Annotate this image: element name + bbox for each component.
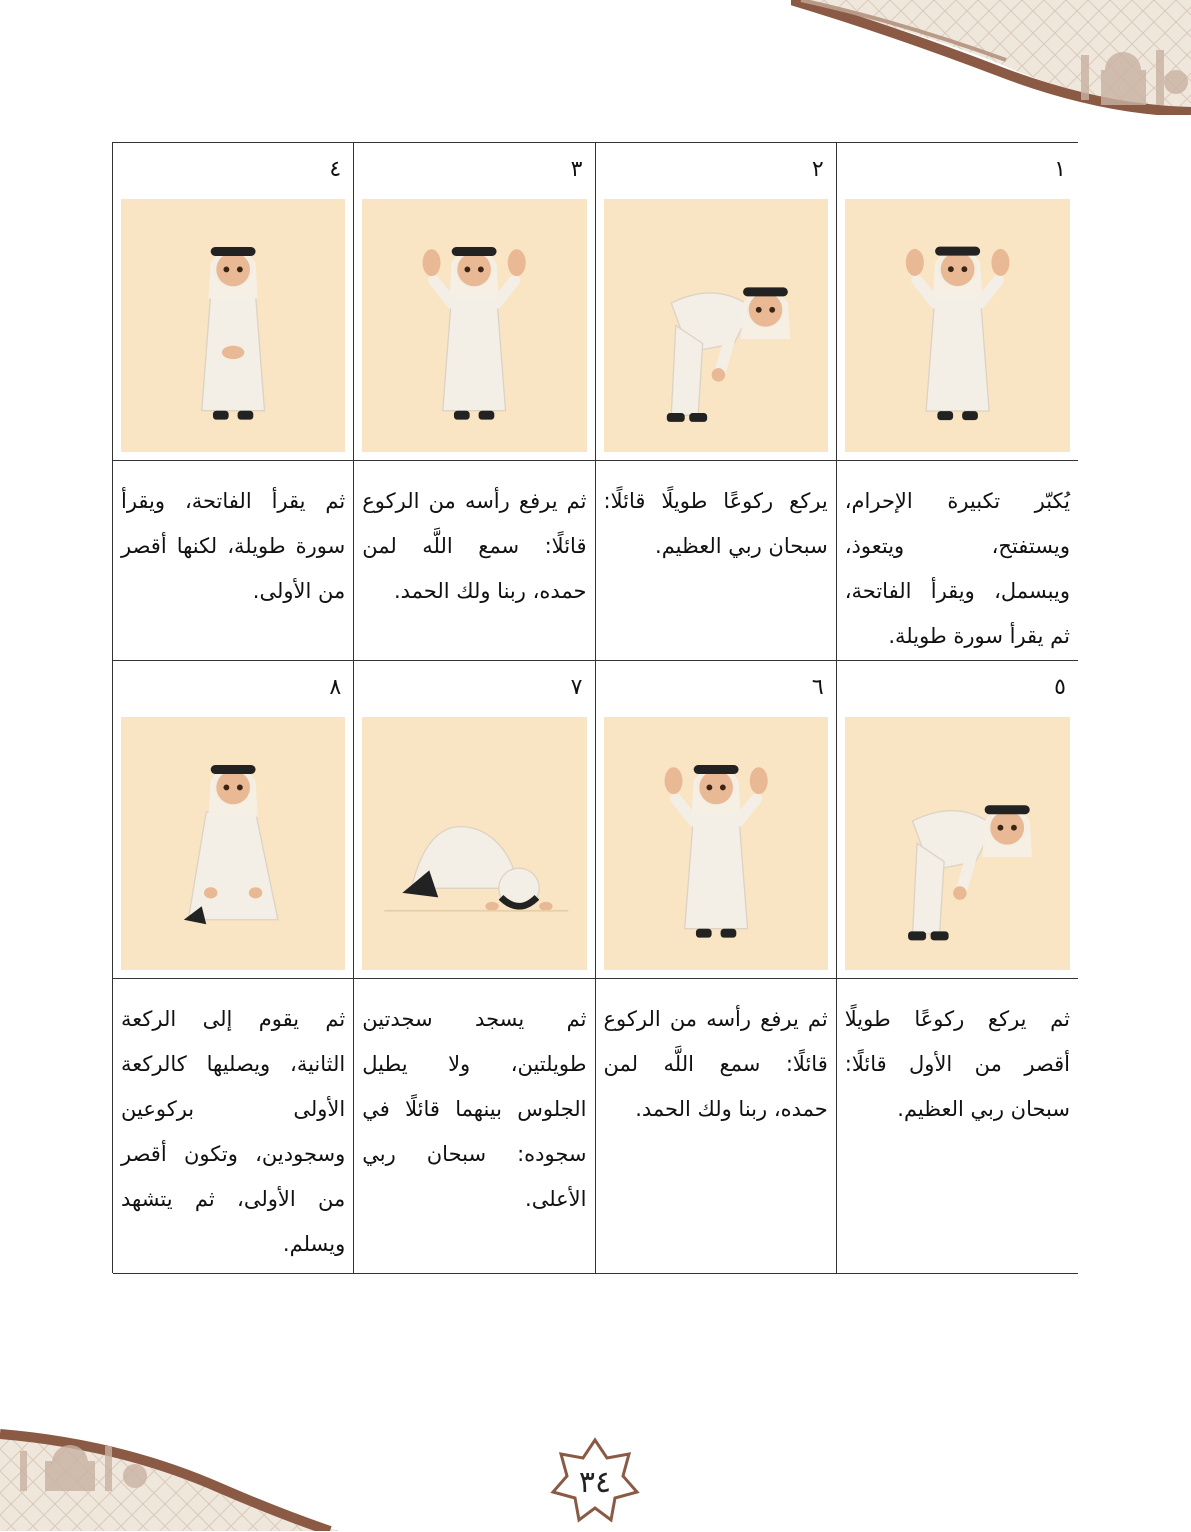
step-text-cell-7	[354, 979, 595, 1274]
step-text-cell-6	[596, 979, 837, 1274]
step-number: ٧	[570, 675, 583, 700]
step-cell-2	[596, 143, 837, 461]
top-ornament	[791, 0, 1191, 115]
step-description: ثم يقرأ الفاتحة، ويقرأ سورة طويلة، لكنها أقصر من الأولى.	[121, 489, 346, 603]
step-number: ٥	[1054, 675, 1066, 700]
step-description: يُكبّر تكبيرة الإحرام، ويستفتح، ويتعوذ، ويبسمل، ويقرأ الفاتحة، ثم يقرأ سورة طويلة.	[844, 489, 1070, 648]
step-description: ثم يرفع رأسه من الركوع قائلًا: سمع اللَّه لمن حمده، ربنا ولك الحمد.	[603, 1007, 828, 1121]
step-cell-5	[837, 661, 1078, 979]
step-text-cell-2	[596, 461, 837, 661]
step-text-cell-1	[837, 461, 1078, 661]
step-text-cell-3	[354, 461, 595, 661]
step-number: ٣	[570, 157, 583, 182]
step-description: ثم يرفع رأسه من الركوع قائلًا: سمع اللَّه لمن حمده، ربنا ولك الحمد.	[362, 489, 587, 603]
boy-raising-hands-illustration	[604, 717, 828, 970]
step-description: يركع ركوعًا طويلًا قائلًا: سبحان ربي العظيم.	[603, 489, 828, 558]
boy-bowing-illustration	[845, 717, 1070, 970]
prayer-steps-table	[112, 142, 1078, 1273]
boy-raising-hands-illustration	[362, 199, 586, 452]
step-description: ثم يقوم إلى الركعة الثانية، ويصليها كالركعة الأولى بركوعين وسجودين، وتكون أقصر من الأولى، ثم يتشهد ويسلم.	[121, 1007, 346, 1256]
step-number: ٨	[329, 675, 342, 700]
boy-sitting-illustration	[121, 717, 345, 970]
page-number: ٣٤	[578, 1464, 612, 1500]
step-number: ١	[1054, 157, 1066, 182]
page-number-badge	[549, 1436, 641, 1528]
boy-prostrating-illustration	[362, 717, 586, 970]
bottom-ornament	[0, 1416, 340, 1531]
step-cell-8	[113, 661, 354, 979]
step-description: ثم يركع ركوعًا طويلًا أقصر من الأول قائلًا: سبحان ربي العظيم.	[844, 1007, 1070, 1121]
step-cell-6	[596, 661, 837, 979]
step-number: ٢	[811, 157, 824, 182]
step-text-cell-8	[113, 979, 354, 1274]
step-cell-3	[354, 143, 595, 461]
boy-bowing-illustration	[604, 199, 828, 452]
step-number: ٤	[329, 157, 342, 182]
step-text-cell-5	[837, 979, 1078, 1274]
boy-raising-hands-illustration	[845, 199, 1070, 452]
step-description: ثم يسجد سجدتين طويلتين، ولا يطيل الجلوس بينهما قائلًا في سجوده: سبحان ربي الأعلى.	[362, 1007, 587, 1211]
step-cell-7	[354, 661, 595, 979]
step-number: ٦	[811, 675, 824, 700]
boy-standing-illustration	[121, 199, 345, 452]
step-cell-1	[837, 143, 1078, 461]
step-cell-4	[113, 143, 354, 461]
step-text-cell-4	[113, 461, 354, 661]
